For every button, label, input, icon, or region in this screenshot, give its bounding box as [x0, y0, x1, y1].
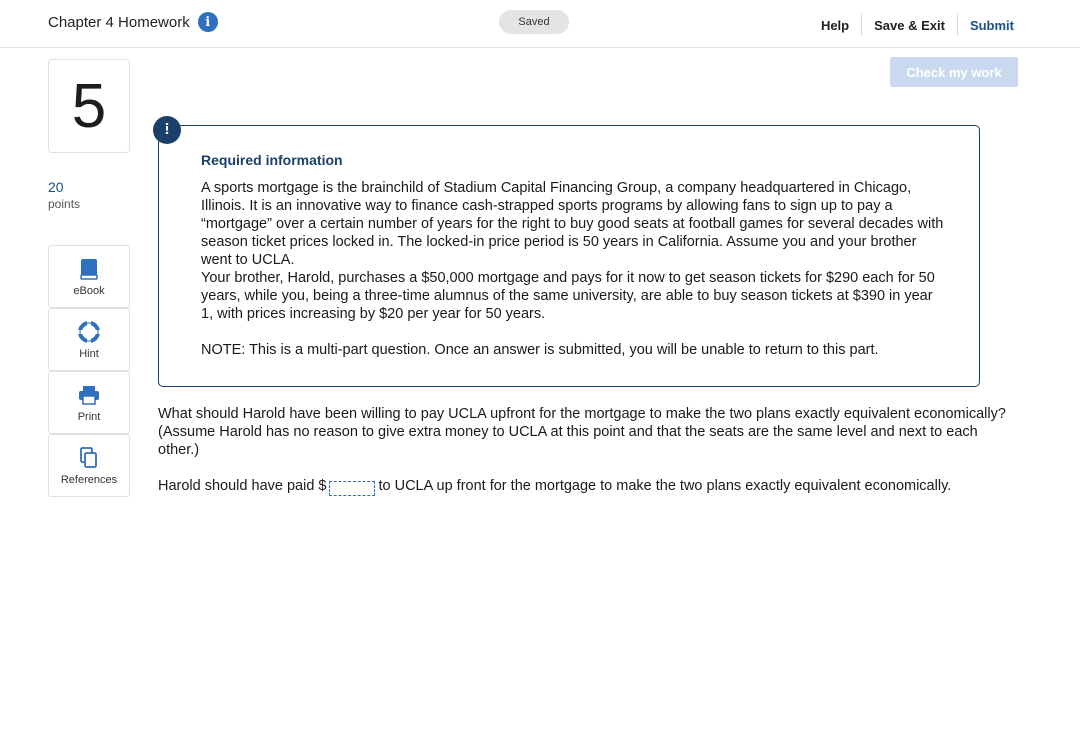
answer-suffix: to UCLA up front for the mortgage to make the two plans exactly equivalent economically.	[378, 478, 952, 494]
tools-panel	[48, 245, 130, 497]
points-label: points	[48, 197, 81, 211]
submit-button[interactable]: Submit	[969, 17, 1014, 33]
references-button[interactable]	[48, 434, 130, 497]
lifebuoy-icon	[78, 321, 100, 343]
saved-status-badge: Saved	[499, 10, 569, 34]
alert-icon: !	[153, 116, 181, 144]
info-icon[interactable]: i	[198, 12, 218, 32]
copy-documents-icon	[79, 447, 99, 469]
ebook-button[interactable]	[48, 245, 130, 308]
hint-button[interactable]	[48, 308, 130, 371]
question-prompt: What should Harold have been willing to pay UCLA upfront for the mortgage to make the two plans exactly equivalent economically? (Assume Harold has no reason to give extra money to UCLA at this point and that the seats are the same level and next to each other.)	[158, 406, 1006, 458]
hint-label: Hint	[79, 348, 99, 360]
ebook-label: eBook	[73, 285, 105, 297]
points-value: 20	[48, 179, 64, 195]
references-label: References	[60, 474, 118, 486]
multi-part-note: NOTE: This is a multi-part question. Once an answer is submitted, you will be unable to return to this part.	[201, 342, 879, 358]
print-button[interactable]	[48, 371, 130, 434]
help-button[interactable]: Help	[820, 17, 850, 33]
answer-prefix: Harold should have paid $	[158, 478, 327, 494]
question-number: 5	[71, 71, 107, 141]
assignment-title-group	[48, 12, 218, 32]
print-label: Print	[77, 411, 101, 423]
printer-icon	[78, 384, 100, 406]
top-header	[0, 0, 1080, 48]
check-my-work-button[interactable]: Check my work	[890, 57, 1018, 87]
required-information-title: Required information	[201, 152, 343, 168]
header-nav	[809, 14, 1014, 36]
question-number-box	[48, 59, 130, 153]
answer-input[interactable]	[329, 481, 375, 496]
answer-sentence	[158, 477, 1008, 496]
required-information-panel	[158, 125, 980, 387]
assignment-title: Chapter 4 Homework	[48, 13, 190, 31]
info-paragraph: Your brother, Harold, purchases a $50,000 mortgage and pays for it now to get season tickets for $290 each for 50 years, while you, being a three-time alumnus of the same university, are able to buy season tickets at $390 in year 1, with prices increasing by $20 per year for 50 years.	[201, 270, 935, 322]
required-information-body	[201, 179, 946, 323]
book-icon	[80, 258, 98, 280]
info-paragraph: A sports mortgage is the brainchild of Stadium Capital Financing Group, a company headquartered in Chicago, Illinois. It is an innovative way to finance cash-strapped sports programs by allowing fans to sign up to pay a “mortgage” over a certain number of years for the right to buy good seats at football games for several decades with season ticket prices locked in. The locked-in price period is 50 years in California. Assume you and your brother went to UCLA.	[201, 180, 944, 268]
save-exit-button[interactable]: Save & Exit	[874, 17, 945, 33]
